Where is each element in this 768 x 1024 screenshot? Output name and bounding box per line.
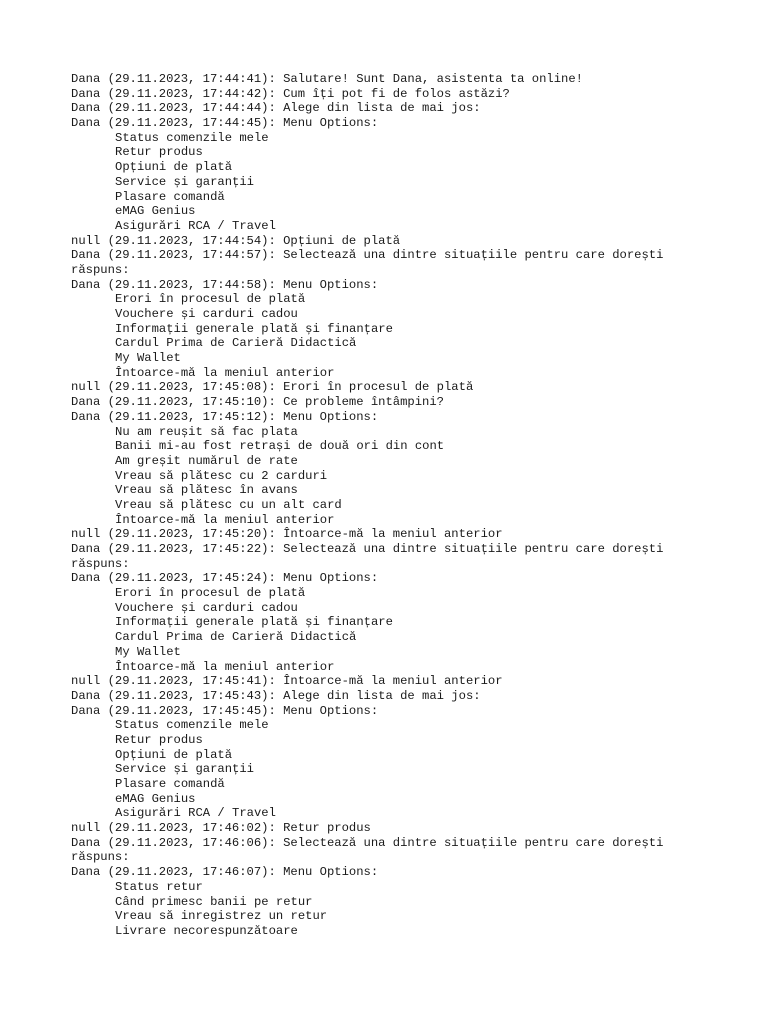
message-continuation-line: răspuns:	[71, 556, 130, 571]
message-line: Dana (29.11.2023, 17:44:44): Alege din lista de mai jos:	[71, 101, 481, 116]
menu-option-line: Când primesc banii pe retur	[115, 894, 313, 909]
menu-option-line: Livrare necorespunzătoare	[115, 923, 298, 938]
menu-option-line: Vouchere și carduri cadou	[115, 600, 298, 615]
chat-transcript	[71, 72, 711, 939]
menu-option-line: Vreau să plătesc în avans	[115, 483, 298, 498]
message-line: Dana (29.11.2023, 17:45:24): Menu Options:	[71, 571, 379, 586]
menu-option-line: Status retur	[115, 879, 203, 894]
message-line: Dana (29.11.2023, 17:44:58): Menu Options:	[71, 277, 379, 292]
message-line: null (29.11.2023, 17:44:54): Opțiuni de plată	[71, 233, 401, 248]
menu-option-line: eMAG Genius	[115, 791, 196, 806]
menu-option-line: Opțiuni de plată	[115, 747, 233, 762]
message-line: Dana (29.11.2023, 17:46:07): Menu Options:	[71, 865, 379, 880]
menu-option-line: Întoarce-mă la meniul anterior	[115, 365, 335, 380]
menu-option-line: Status comenzile mele	[115, 718, 269, 733]
menu-option-line: Cardul Prima de Carieră Didactică	[115, 630, 357, 645]
menu-option-line: Service și garanții	[115, 762, 254, 777]
menu-option-line: Service și garanții	[115, 174, 254, 189]
message-line: Dana (29.11.2023, 17:45:10): Ce probleme întâmpini?	[71, 395, 444, 410]
menu-option-line: Asigurări RCA / Travel	[115, 806, 276, 821]
menu-option-line: Asigurări RCA / Travel	[115, 218, 276, 233]
message-line: Dana (29.11.2023, 17:44:42): Cum îți pot fi de folos astăzi?	[71, 86, 510, 101]
menu-option-line: Am greșit numărul de rate	[115, 453, 298, 468]
menu-option-line: Vouchere și carduri cadou	[115, 307, 298, 321]
menu-option-line: Vreau să plătesc cu 2 carduri	[115, 468, 328, 483]
message-line: Dana (29.11.2023, 17:44:45): Menu Options:	[71, 116, 379, 131]
menu-option-line: Cardul Prima de Carieră Didactică	[115, 336, 357, 351]
menu-option-line: Vreau să plătesc cu un alt card	[115, 497, 342, 512]
menu-option-line: Retur produs	[115, 732, 203, 747]
menu-option-line: eMAG Genius	[115, 204, 196, 219]
menu-option-line: Nu am reușit să fac plata	[115, 424, 298, 439]
menu-option-line: Retur produs	[115, 145, 203, 160]
menu-option-line: Informații generale plată și finanțare	[115, 321, 393, 336]
message-line: null (29.11.2023, 17:45:41): Întoarce-mă la meniul anterior	[71, 674, 503, 689]
menu-option-line: Erori în procesul de plată	[115, 292, 306, 307]
menu-option-line: Banii mi-au fost retrași de două ori din cont	[115, 439, 445, 454]
message-line: Dana (29.11.2023, 17:45:22): Selectează una dintre situațiile pentru care dorești	[71, 542, 664, 556]
menu-option-line: Opțiuni de plată	[115, 160, 233, 175]
message-line: null (29.11.2023, 17:45:20): Întoarce-mă la meniul anterior	[71, 527, 503, 542]
menu-option-line: My Wallet	[115, 351, 181, 366]
message-line: null (29.11.2023, 17:46:02): Retur produs	[71, 821, 371, 836]
message-line: Dana (29.11.2023, 17:44:57): Selectează una dintre situațiile pentru care dorești	[71, 248, 664, 263]
menu-option-line: Informații generale plată și finanțare	[115, 615, 393, 630]
message-continuation-line: răspuns:	[71, 262, 130, 277]
menu-option-line: My Wallet	[115, 644, 181, 659]
message-line: Dana (29.11.2023, 17:46:06): Selectează una dintre situațiile pentru care dorești	[71, 835, 664, 850]
message-line: Dana (29.11.2023, 17:44:41): Salutare! Sunt Dana, asistenta ta online!	[71, 72, 583, 86]
message-line: Dana (29.11.2023, 17:45:43): Alege din lista de mai jos:	[71, 688, 481, 703]
message-continuation-line: răspuns:	[71, 850, 130, 865]
message-line: Dana (29.11.2023, 17:45:45): Menu Options:	[71, 703, 379, 718]
message-line: Dana (29.11.2023, 17:45:12): Menu Options:	[71, 409, 379, 424]
menu-option-line: Plasare comandă	[115, 777, 225, 791]
message-line: null (29.11.2023, 17:45:08): Erori în procesul de plată	[71, 380, 474, 395]
menu-option-line: Plasare comandă	[115, 189, 225, 204]
menu-option-line: Întoarce-mă la meniul anterior	[115, 659, 335, 674]
menu-option-line: Status comenzile mele	[115, 130, 269, 145]
menu-option-line: Vreau să inregistrez un retur	[115, 909, 328, 924]
menu-option-line: Erori în procesul de plată	[115, 586, 306, 601]
menu-option-line: Întoarce-mă la meniul anterior	[115, 512, 335, 527]
